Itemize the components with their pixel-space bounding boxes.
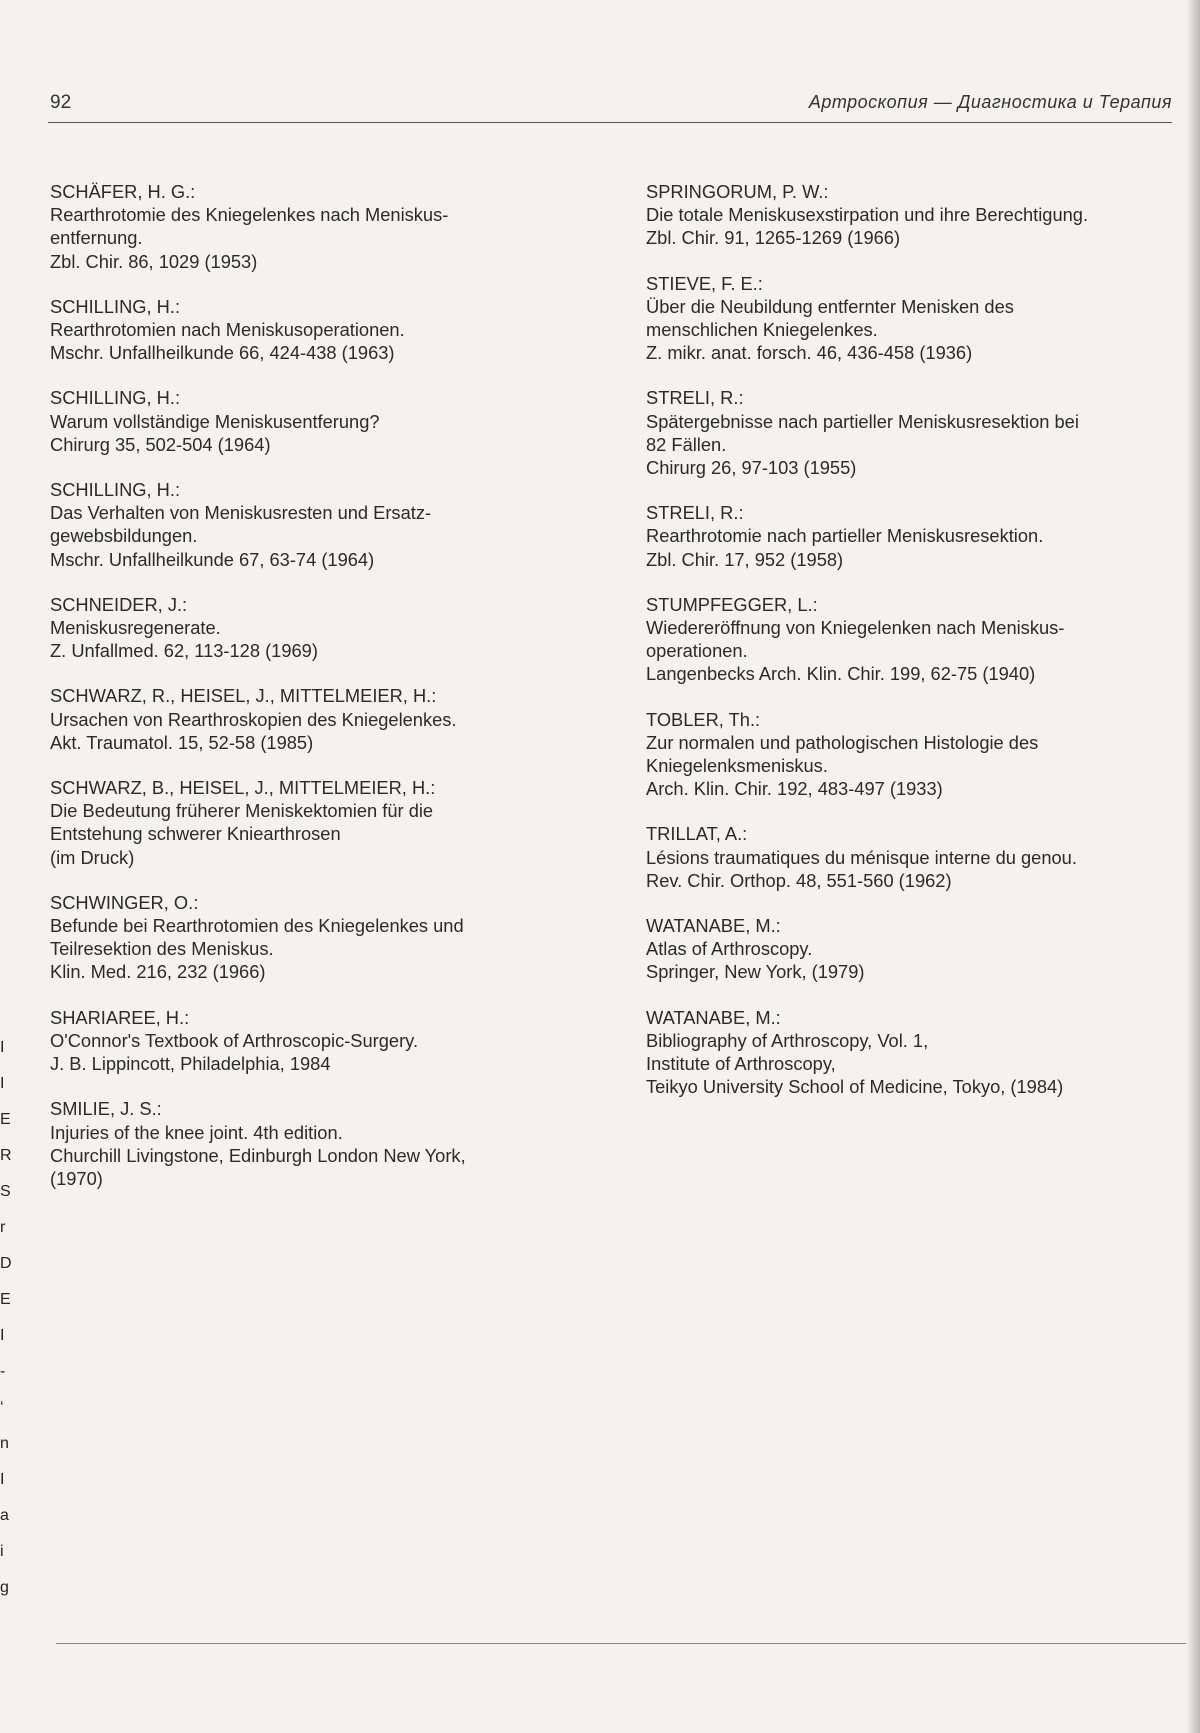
- reference-author: SMILIE, J. S.:: [50, 1098, 162, 1120]
- margin-bleed-char: a: [0, 1507, 9, 1524]
- reference-entry: [646, 501, 1186, 571]
- reference-line: Warum vollständige Meniskusentferung?: [50, 410, 380, 432]
- reference-line: Über die Neubildung entfernter Menisken des: [646, 295, 1014, 317]
- reference-line: Das Verhalten von Meniskusresten und Ersatz-: [50, 502, 432, 524]
- reference-line: Zur normalen und pathologischen Histologie des: [646, 731, 1039, 753]
- reference-entry: [50, 1006, 610, 1076]
- reference-line: Chirurg 26, 97-103 (1955): [646, 457, 857, 479]
- reference-author: TRILLAT, A.:: [646, 823, 748, 845]
- reference-line: Zbl. Chir. 91, 1265-1269 (1966): [646, 227, 901, 249]
- reference-entry: [50, 1097, 610, 1190]
- reference-entry: [50, 386, 610, 456]
- reference-author: SCHILLING, H.:: [50, 479, 181, 501]
- reference-author: SPRINGORUM, P. W.:: [646, 181, 829, 202]
- reference-entry: [646, 180, 1186, 250]
- reference-entry: [50, 593, 610, 663]
- margin-bleed-char: I: [0, 1471, 5, 1488]
- reference-line: Springer, New York, (1979): [646, 961, 865, 983]
- reference-line: Chirurg 35, 502-504 (1964): [50, 433, 271, 455]
- reference-line: Mschr. Unfallheilkunde 66, 424-438 (1963): [50, 342, 395, 364]
- reference-line: Lésions traumatiques du ménisque interne du genou.: [646, 846, 1077, 868]
- reference-line: J. B. Lippincott, Philadelphia, 1984: [50, 1053, 331, 1075]
- reference-line: Ursachen von Rearthroskopien des Kniegelenkes.: [50, 708, 457, 730]
- reference-line: Z. mikr. anat. forsch. 46, 436-458 (1936): [646, 342, 973, 364]
- reference-line: (1970): [50, 1167, 103, 1189]
- reference-line: Entstehung schwerer Kniearthrosen: [50, 823, 341, 845]
- reference-author: SCHWARZ, B., HEISEL, J., MITTELMEIER, H.:: [50, 777, 436, 799]
- reference-line: Mschr. Unfallheilkunde 67, 63-74 (1964): [50, 548, 375, 570]
- reference-line: Akt. Traumatol. 15, 52-58 (1985): [50, 731, 314, 753]
- margin-bleed-char: I: [0, 1327, 5, 1344]
- reference-line: Rearthrotomie des Kniegelenkes nach Meniskus-: [50, 204, 449, 226]
- reference-author: STRELI, R.:: [646, 387, 744, 409]
- margin-bleed-text: [0, 1030, 12, 1606]
- reference-author: SCHILLING, H.:: [50, 387, 181, 409]
- reference-line: gewebsbildungen.: [50, 525, 198, 547]
- reference-entry: [50, 295, 610, 365]
- page-number: 92: [50, 92, 72, 113]
- reference-entry: [50, 684, 610, 754]
- reference-line: entfernung.: [50, 227, 143, 249]
- reference-line: 82 Fällen.: [646, 433, 727, 455]
- header-rule: [48, 122, 1172, 123]
- reference-column-right: [646, 180, 1186, 1121]
- margin-bleed-char: D: [0, 1255, 12, 1272]
- reference-line: Befunde bei Rearthrotomien des Kniegelenkes und: [50, 915, 464, 937]
- reference-author: STRELI, R.:: [646, 502, 744, 524]
- reference-line: Rearthrotomien nach Meniskusoperationen.: [50, 319, 405, 341]
- reference-line: (im Druck): [50, 846, 135, 868]
- reference-line: Rev. Chir. Orthop. 48, 551-560 (1962): [646, 869, 952, 891]
- reference-line: Zbl. Chir. 86, 1029 (1953): [50, 250, 258, 272]
- reference-line: Arch. Klin. Chir. 192, 483-497 (1933): [646, 778, 943, 800]
- reference-line: Meniskusregenerate.: [50, 617, 221, 639]
- reference-line: Teilresektion des Meniskus.: [50, 938, 274, 960]
- reference-line: Wiedereröffnung von Kniegelenken nach Meniskus-: [646, 617, 1065, 639]
- margin-bleed-char: n: [0, 1435, 9, 1452]
- margin-bleed-char: I: [0, 1075, 5, 1092]
- margin-bleed-char: -: [0, 1363, 6, 1380]
- reference-line: Spätergebnisse nach partieller Meniskusresektion bei: [646, 410, 1079, 432]
- reference-author: STIEVE, F. E.:: [646, 272, 763, 294]
- reference-entry: [646, 593, 1186, 686]
- reference-entry: [50, 478, 610, 571]
- reference-column-left: [50, 180, 610, 1212]
- reference-line: Langenbecks Arch. Klin. Chir. 199, 62-75 (1940): [646, 663, 1036, 685]
- reference-entry: [50, 180, 610, 273]
- reference-line: Institute of Arthroscopy,: [646, 1053, 836, 1075]
- reference-entry: [50, 891, 610, 984]
- margin-bleed-char: ‘: [0, 1399, 4, 1416]
- reference-line: Die Bedeutung früherer Meniskektomien für die: [50, 800, 434, 822]
- reference-author: STUMPFEGGER, L.:: [646, 593, 818, 615]
- margin-bleed-char: i: [0, 1543, 4, 1560]
- reference-entry: [50, 776, 610, 869]
- reference-author: SCHILLING, H.:: [50, 295, 181, 317]
- reference-entry: [646, 386, 1186, 479]
- reference-line: Churchill Livingstone, Edinburgh London New York,: [50, 1144, 466, 1166]
- reference-author: SCHWINGER, O.:: [50, 891, 199, 913]
- reference-line: O'Connor's Textbook of Arthroscopic-Surgery.: [50, 1029, 419, 1051]
- margin-bleed-char: r: [0, 1219, 6, 1236]
- page-edge-shadow: [1186, 0, 1200, 1733]
- reference-entry: [646, 272, 1186, 365]
- margin-bleed-char: E: [0, 1111, 11, 1128]
- reference-entry: [646, 708, 1186, 801]
- reference-line: Rearthrotomie nach partieller Meniskusresektion.: [646, 525, 1044, 547]
- reference-entry: [646, 914, 1186, 984]
- reference-line: operationen.: [646, 640, 748, 662]
- reference-line: Kniegelenksmeniskus.: [646, 755, 828, 777]
- margin-bleed-char: E: [0, 1291, 11, 1308]
- margin-bleed-char: R: [0, 1147, 12, 1164]
- running-title: Артроскопия — Диагностика и Терапия: [808, 92, 1172, 112]
- margin-bleed-char: S: [0, 1183, 11, 1200]
- reference-line: menschlichen Kniegelenkes.: [646, 319, 878, 341]
- reference-line: Bibliography of Arthroscopy, Vol. 1,: [646, 1029, 929, 1051]
- reference-line: Z. Unfallmed. 62, 113-128 (1969): [50, 640, 318, 662]
- reference-line: Zbl. Chir. 17, 952 (1958): [646, 548, 844, 570]
- reference-author: SCHNEIDER, J.:: [50, 593, 188, 615]
- reference-author: SCHWARZ, R., HEISEL, J., MITTELMEIER, H.:: [50, 685, 437, 707]
- reference-author: WATANABE, M.:: [646, 915, 781, 937]
- margin-bleed-char: g: [0, 1579, 9, 1596]
- reference-line: Klin. Med. 216, 232 (1966): [50, 961, 266, 983]
- reference-author: SCHÄFER, H. G.:: [50, 181, 196, 202]
- reference-author: WATANABE, M.:: [646, 1006, 781, 1028]
- reference-author: SHARIAREE, H.:: [50, 1006, 190, 1028]
- reference-entry: [646, 822, 1186, 892]
- reference-entry: [646, 1006, 1186, 1099]
- footer-rule: [56, 1643, 1186, 1644]
- reference-author: TOBLER, Th.:: [646, 708, 761, 730]
- reference-line: Teikyo University School of Medicine, Tokyo, (1984): [646, 1076, 1064, 1098]
- reference-line: Injuries of the knee joint. 4th edition.: [50, 1121, 343, 1143]
- reference-line: Atlas of Arthroscopy.: [646, 938, 813, 960]
- reference-line: Die totale Meniskusexstirpation und ihre Berechtigung.: [646, 204, 1089, 226]
- margin-bleed-char: I: [0, 1039, 5, 1056]
